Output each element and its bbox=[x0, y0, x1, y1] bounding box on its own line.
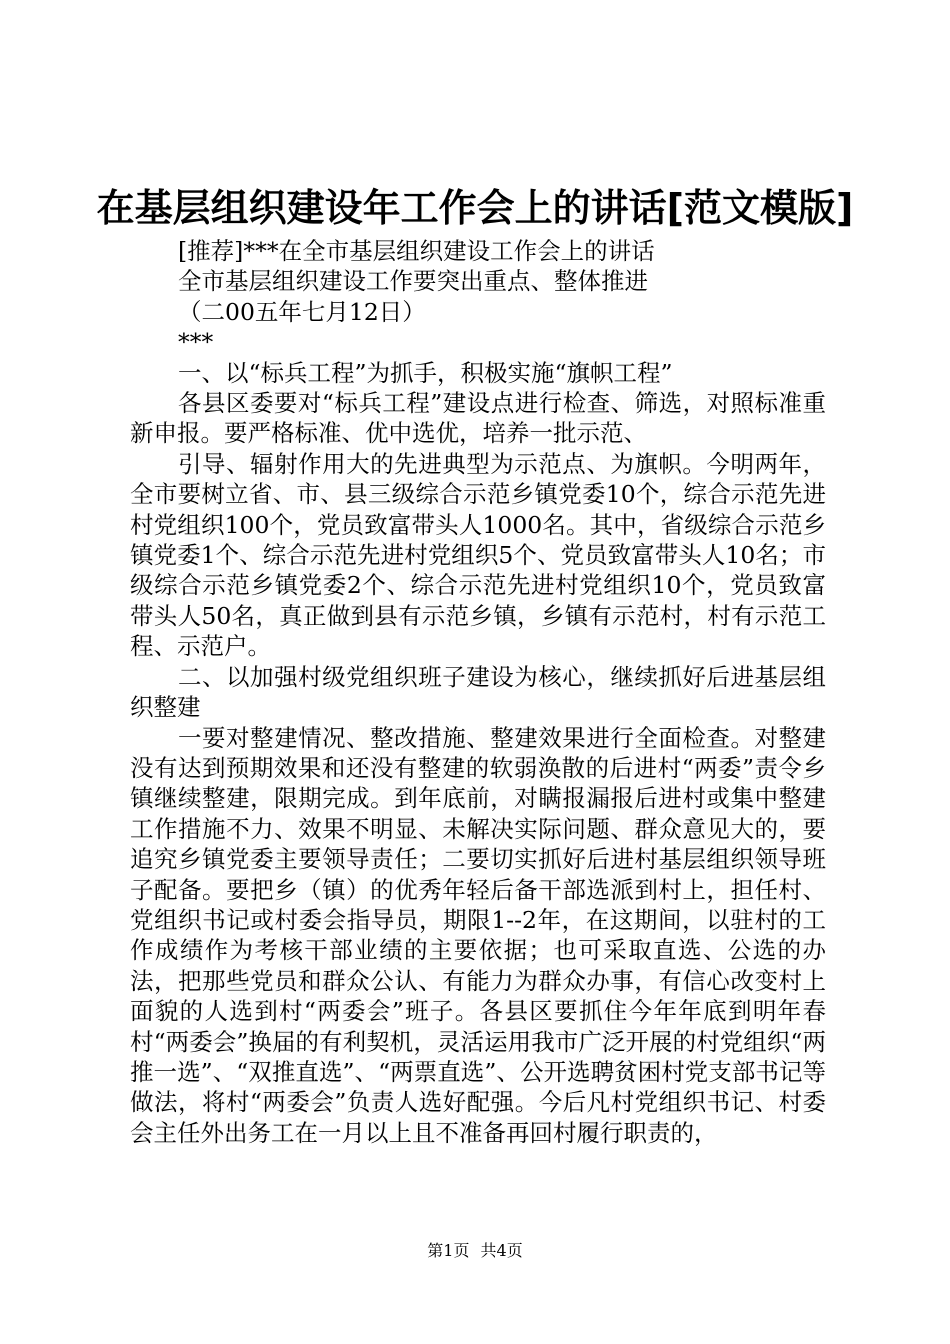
paragraph: 一、以“标兵工程”为抓手，积极实施“旗帜工程” bbox=[178, 358, 673, 387]
paragraph: 各县区委要对“标兵工程”建设点进行检查、筛选，对照标准重新申报。要严格标准、优中选优，培养一批示范、 bbox=[130, 389, 826, 448]
paragraph: 引导、辐射作用大的先进典型为示范点、为旗帜。今明两年，全市要树立省、市、县三级综合示范乡镇党委10个，综合示范先进村党组织100个，党员致富带头人1000名。其中，省级综合示范乡镇党委1个、综合示范先进村党组织5个、党员致富带头人10名；市级综合示范乡镇党委2个、综合示范先进村党组织10个，党员致富带头人50名，真正做到县有示范乡镇，乡镇有示范村，村有示范工程、示范户。 bbox=[130, 449, 826, 661]
paragraph: 二、以加强村级党组织班子建设为核心，继续抓好后进基层组织整建 bbox=[130, 662, 826, 722]
paragraph: *** bbox=[178, 328, 214, 357]
paragraph: 全市基层组织建设工作要突出重点、整体推进 bbox=[178, 267, 648, 296]
page-footer bbox=[0, 1240, 950, 1262]
page-number-current: 第1页 bbox=[427, 1241, 470, 1260]
paragraph: 一要对整建情况、整改措施、整建效果进行全面检查。对整建没有达到预期效果和还没有整建的软弱涣散的后进村“两委”责令乡镇继续整建，限期完成。到年底前，对瞒报漏报后进村或集中整建工作措施不力、效果不明显、未解决实际问题、群众意见大的，要追究乡镇党委主要领导责任；二要切实抓好后进村基层组织领导班子配备。要把乡（镇）的优秀年轻后备干部选派到村上，担任村、党组织书记或村委会指导员，期限1--2年，在这期间，以驻村的工作成绩作为考核干部业绩的主要依据；也可采取直选、公选的办法，把那些党员和群众公认、有能力为群众办事，有信心改变村上面貌的人选到村“两委会”班子。各县区要抓住今年年底到明年春村“两委会”换届的有利契机，灵活运用我市广泛开展的村党组织“两推一选”、“双推直选”、“两票直选”、公开选聘贫困村党支部书记等做法，将村“两委会”负责人选好配强。今后凡村党组织书记、村委会主任外出务工在一月以上且不准备再回村履行职责的， bbox=[130, 723, 826, 1147]
document-title: 在基层组织建设年工作会上的讲话[范文模版] bbox=[96, 186, 854, 230]
paragraph: （二00五年七月12日） bbox=[178, 297, 426, 326]
paragraph: [推荐]***在全市基层组织建设工作会上的讲话 bbox=[178, 237, 655, 265]
document-body bbox=[130, 236, 826, 1148]
page-number-total: 共4页 bbox=[480, 1241, 523, 1260]
